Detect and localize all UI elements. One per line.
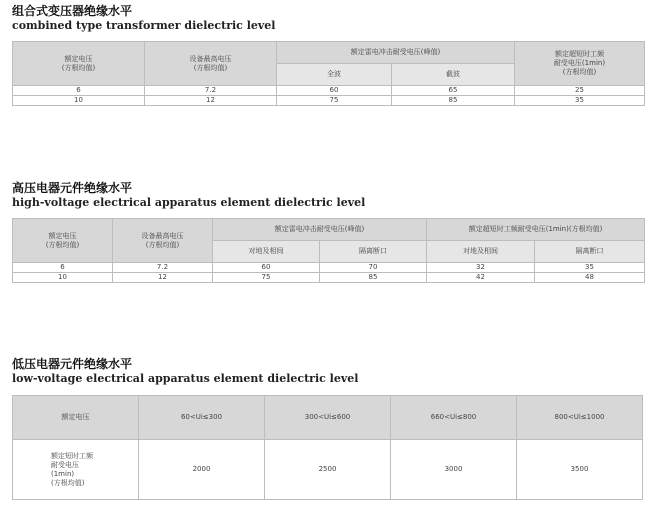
t1-header-impulse: 额定雷电冲击耐受电压(峰值) bbox=[277, 42, 515, 64]
t1-header-chopped-wave: 截波 bbox=[392, 64, 515, 86]
t3-value-3: 3000 bbox=[391, 440, 517, 500]
high-voltage-table bbox=[12, 218, 645, 283]
t2-header-rated-voltage: 额定电压 (方根均值) bbox=[13, 219, 113, 263]
t3-header-range-1: 60<Ui≤300 bbox=[139, 396, 265, 440]
t2-header-phase-ground-2: 对地及相间 bbox=[427, 241, 535, 263]
t3-header-range-3: 660<Ui≤800 bbox=[391, 396, 517, 440]
t3-header-range-2: 300<Ui≤600 bbox=[265, 396, 391, 440]
t1-header-power-frequency: 额定超短时工频 耐受电压(1min) (方根均值) bbox=[515, 42, 645, 86]
t3-header-rated-voltage: 额定电压 bbox=[13, 396, 139, 440]
t3-value-4: 3500 bbox=[517, 440, 643, 500]
t2-header-power-frequency: 额定超短时工频耐受电压(1min)(方根均值) bbox=[427, 219, 645, 241]
t3-value-1: 2000 bbox=[139, 440, 265, 500]
t3-title-en: low-voltage electrical apparatus element dielectric level bbox=[12, 372, 359, 385]
t2-header-isolating-gap-2: 隔离断口 bbox=[535, 241, 645, 263]
t2-header-impulse: 额定雷电冲击耐受电压(峰值) bbox=[213, 219, 427, 241]
t2-title-en: high-voltage electrical apparatus element dielectric level bbox=[12, 196, 366, 209]
t2-header-isolating-gap-1: 隔离断口 bbox=[320, 241, 427, 263]
t3-row-label: 额定短时工频 耐受电压 (1min) (方根均值) bbox=[13, 440, 139, 500]
t1-title-en: combined type transformer dielectric level bbox=[12, 19, 276, 32]
table-row: 10 12 75 85 35 bbox=[13, 96, 645, 106]
t1-header-full-wave: 全波 bbox=[277, 64, 392, 86]
low-voltage-table bbox=[12, 395, 643, 500]
t1-header-rated-voltage: 额定电压 (方根均值) bbox=[13, 42, 145, 86]
t1-title-cn: 组合式变压器绝缘水平 bbox=[12, 4, 133, 18]
combined-transformer-table bbox=[12, 41, 645, 106]
table-row: 6 7.2 60 70 32 35 bbox=[13, 263, 645, 273]
t3-title-cn: 低压电器元件绝缘水平 bbox=[12, 357, 133, 371]
table-row bbox=[13, 440, 643, 500]
t3-value-2: 2500 bbox=[265, 440, 391, 500]
t2-header-max-voltage: 设备最高电压 (方根均值) bbox=[113, 219, 213, 263]
t2-header-phase-ground-1: 对地及相间 bbox=[213, 241, 320, 263]
table-row: 10 12 75 85 42 48 bbox=[13, 273, 645, 283]
table-row: 6 7.2 60 65 25 bbox=[13, 86, 645, 96]
t1-header-max-voltage: 设备最高电压 (方根均值) bbox=[145, 42, 277, 86]
t3-header-range-4: 800<Ui≤1000 bbox=[517, 396, 643, 440]
t2-title-cn: 高压电器元件绝缘水平 bbox=[12, 181, 133, 195]
